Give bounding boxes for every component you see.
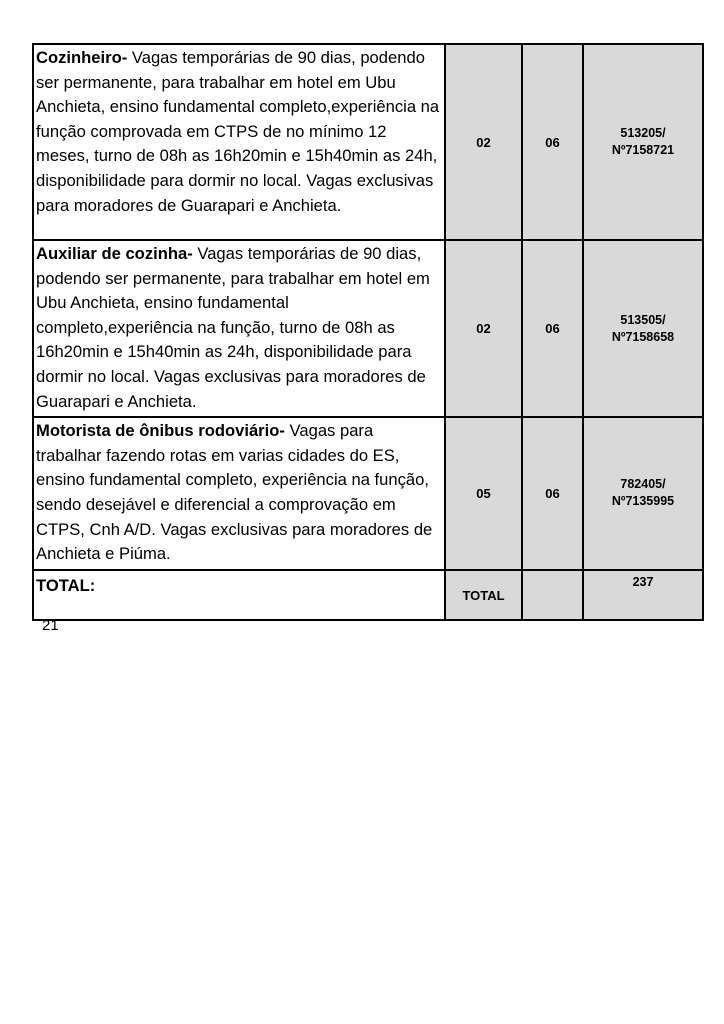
vacancies-count: 02 (445, 240, 522, 417)
vacancy-number: Nº7158721 (611, 143, 675, 157)
job-description: Vagas temporárias de 90 dias, podendo ser permanente, para trabalhar em hotel em Ubu Anchieta, ensino fundamental completo,experiência na função, turno de 08h as 16h20min e 15h40min as 24h, disponibilidade para dormir no local. Vagas exclusivas para moradores de Guarapari e Anchieta. (36, 244, 430, 411)
vacancy-number: Nº7158658 (611, 329, 675, 344)
table-row (33, 417, 703, 570)
vacancies-count: 05 (445, 417, 522, 570)
job-title: Auxiliar de cozinha- (36, 244, 193, 263)
total-label: TOTAL: (33, 570, 445, 620)
job-title: Motorista de ônibus rodoviário- (36, 421, 285, 441)
job-description: Vagas temporárias de 90 dias, podendo ser permanente, para trabalhar em hotel em Ubu Anchieta, ensino fundamental completo,experiência na função comprovada em CTPS de no mínimo 12 meses, turno de 08h as 16h20min e 15h40min as 24h, disponibilidade para dormir no local. Vagas exclusivas para moradores de Guarapari e Anchieta. (36, 48, 440, 215)
job-code-cell (583, 417, 703, 570)
job-description-cell (33, 44, 445, 240)
job-description-cell (33, 417, 445, 570)
total-row (33, 570, 703, 620)
vacancy-number: Nº7135995 (611, 494, 675, 509)
cbo-code: 782405/ (620, 477, 666, 492)
job-vacancies-table (32, 43, 704, 621)
secondary-count: 06 (522, 44, 583, 240)
table-row (33, 44, 703, 240)
cbo-code: 513205/ (620, 126, 666, 140)
total-value: 237 (583, 570, 703, 620)
page-number: 21 (42, 617, 59, 634)
table-row (33, 240, 703, 417)
job-description-cell (33, 240, 445, 417)
cbo-code: 513505/ (620, 312, 666, 327)
total-text: TOTAL (445, 570, 522, 620)
job-description: Vagas para trabalhar fazendo rotas em varias cidades do ES, ensino fundamental completo, experiência na função, sendo desejável e diferencial a comprovação em CTPS, Cnh A/D. Vagas exclusivas para moradores de Anchieta e Piúma. (36, 421, 433, 564)
job-code-cell (583, 44, 703, 240)
vacancies-count: 02 (445, 44, 522, 240)
job-title: Cozinheiro- (36, 48, 128, 67)
total-empty-cell (522, 570, 583, 620)
job-code-cell (583, 240, 703, 417)
secondary-count: 06 (522, 417, 583, 570)
secondary-count: 06 (522, 240, 583, 417)
